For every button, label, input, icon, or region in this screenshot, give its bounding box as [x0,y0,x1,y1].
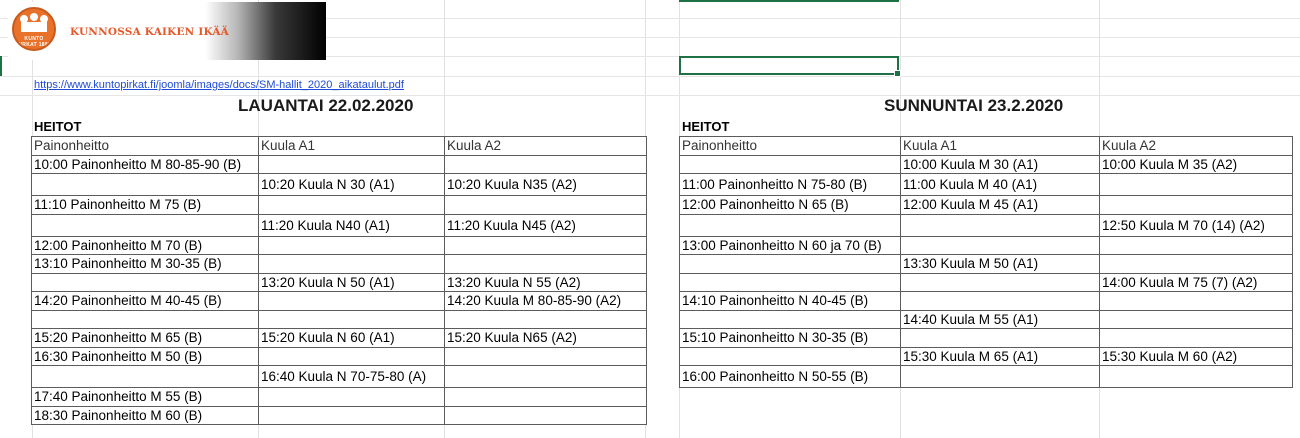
table-cell[interactable]: 11:20 Kuula N45 (A2) [445,214,647,236]
table-cell[interactable] [901,366,1100,388]
row-highlight [0,56,2,76]
table-cell[interactable] [680,214,901,236]
club-logo [12,7,56,51]
table-cell[interactable] [445,310,647,329]
table-cell[interactable]: 14:20 Kuula M 80-85-90 (A2) [445,292,647,311]
table-cell[interactable]: 11:00 Kuula M 40 (A1) [901,174,1100,196]
table-row [32,174,647,196]
table-cell[interactable] [259,347,445,366]
table-cell[interactable] [445,347,647,366]
table-cell[interactable] [445,236,647,255]
table-cell[interactable] [259,255,445,274]
table-header-row [32,137,647,156]
table-cell[interactable] [445,255,647,274]
table-cell[interactable]: 10:20 Kuula N35 (A2) [445,174,647,196]
table-header-row [680,137,1293,156]
table-cell[interactable] [259,196,445,215]
table-cell[interactable]: 14:40 Kuula M 55 (A1) [901,310,1100,329]
table-cell[interactable]: 15:20 Kuula N65 (A2) [445,329,647,348]
table-cell[interactable] [445,388,647,407]
table-row [680,292,1293,311]
crown-icon [18,13,50,35]
fill-handle[interactable] [894,70,901,77]
table-cell[interactable] [259,388,445,407]
table-cell[interactable] [1100,236,1293,255]
header-cell[interactable]: Kuula A1 [901,137,1100,156]
header-cell[interactable]: Painonheitto [680,137,901,156]
table-cell[interactable]: 14:20 Painonheitto M 40-45 (B) [32,292,259,311]
table-row [680,273,1293,292]
table-cell[interactable] [901,292,1100,311]
table-cell[interactable]: 10:20 Kuula N 30 (A1) [259,174,445,196]
table-cell[interactable]: 13:20 Kuula N 55 (A2) [445,273,647,292]
table-cell[interactable]: 12:00 Painonheitto N 65 (B) [680,196,901,215]
table-row [680,236,1293,255]
table-cell[interactable] [32,366,259,388]
saturday-section-label: HEITOT [34,119,82,134]
table-cell[interactable]: 12:00 Painonheitto M 70 (B) [32,236,259,255]
table-cell[interactable]: 10:00 Painonheitto M 80-85-90 (B) [32,155,259,174]
table-cell[interactable]: 11:00 Painonheitto N 75-80 (B) [680,174,901,196]
table-cell[interactable] [1100,174,1293,196]
table-cell[interactable] [445,406,647,425]
table-cell[interactable]: 13:00 Painonheitto N 60 ja 70 (B) [680,236,901,255]
table-row [32,196,647,215]
table-cell[interactable] [32,273,259,292]
table-row [32,406,647,425]
table-cell[interactable] [680,310,901,329]
table-cell[interactable] [1100,196,1293,215]
table-cell[interactable]: 10:00 Kuula M 30 (A1) [901,155,1100,174]
table-cell[interactable]: 13:30 Kuula M 50 (A1) [901,255,1100,274]
table-cell[interactable]: 15:10 Painonheitto N 30-35 (B) [680,329,901,348]
table-row [680,310,1293,329]
table-row [680,347,1293,366]
header-cell[interactable]: Kuula A2 [445,137,647,156]
table-row [32,329,647,348]
logo-banner [8,2,326,60]
column-highlight [679,0,899,2]
sunday-schedule-table [679,136,1293,388]
table-cell[interactable]: 13:20 Kuula N 50 (A1) [259,273,445,292]
sunday-title: SUNNUNTAI 23.2.2020 [884,96,1064,115]
table-cell[interactable]: 13:10 Painonheitto M 30-35 (B) [32,255,259,274]
header-cell[interactable]: Kuula A1 [259,137,445,156]
table-row [32,292,647,311]
header-cell[interactable]: Kuula A2 [1100,137,1293,156]
table-cell[interactable] [680,347,901,366]
schedule-pdf-link[interactable]: https://www.kuntopirkat.fi/joomla/images/docs/SM-hallit_2020_aikataulut.pdf [34,79,404,91]
table-cell[interactable] [901,273,1100,292]
table-cell[interactable] [445,196,647,215]
table-cell[interactable]: 12:00 Kuula M 45 (A1) [901,196,1100,215]
table-cell[interactable] [901,214,1100,236]
table-cell[interactable]: 12:50 Kuula M 70 (14) (A2) [1100,214,1293,236]
table-cell[interactable] [32,310,259,329]
table-cell[interactable] [1100,310,1293,329]
table-cell[interactable] [32,214,259,236]
sunday-section-label: HEITOT [682,119,730,134]
table-cell[interactable] [1100,292,1293,311]
selected-cell[interactable] [679,56,899,75]
table-row [680,255,1293,274]
table-row [32,236,647,255]
saturday-schedule-table [31,136,647,425]
table-cell[interactable] [1100,255,1293,274]
table-cell[interactable] [32,174,259,196]
logo-slogan: KUNNOSSA KAIKEN IKÄÄ [70,26,230,38]
table-row [680,366,1293,388]
table-cell[interactable]: 18:30 Painonheitto M 60 (B) [32,406,259,425]
table-cell[interactable]: 15:20 Kuula N 60 (A1) [259,329,445,348]
table-cell[interactable] [259,292,445,311]
table-row [32,273,647,292]
table-row [32,310,647,329]
table-cell[interactable]: 16:30 Painonheitto M 50 (B) [32,347,259,366]
table-row [32,366,647,388]
table-cell[interactable]: 16:40 Kuula N 70-75-80 (A) [259,366,445,388]
table-cell[interactable]: 11:10 Painonheitto M 75 (B) [32,196,259,215]
table-cell[interactable] [901,329,1100,348]
table-row [680,174,1293,196]
logo-brand-text: KUNTO PIRKAT 1888 [16,36,52,48]
table-row [32,388,647,407]
table-row [32,155,647,174]
saturday-title: LAUANTAI 22.02.2020 [238,96,414,115]
table-cell[interactable]: 14:10 Painonheitto N 40-45 (B) [680,292,901,311]
table-cell[interactable]: 10:00 Kuula M 35 (A2) [1100,155,1293,174]
table-cell[interactable] [680,273,901,292]
table-cell[interactable]: 17:40 Painonheitto M 55 (B) [32,388,259,407]
table-cell[interactable] [445,155,647,174]
table-cell[interactable] [445,366,647,388]
table-cell[interactable] [680,255,901,274]
table-cell[interactable] [1100,329,1293,348]
table-cell[interactable]: 16:00 Painonheitto N 50-55 (B) [680,366,901,388]
table-row [32,347,647,366]
table-cell[interactable] [680,155,901,174]
header-cell[interactable]: Painonheitto [32,137,259,156]
table-row [680,155,1293,174]
table-row [680,214,1293,236]
table-cell[interactable]: 11:20 Kuula N40 (A1) [259,214,445,236]
table-row [32,255,647,274]
table-cell[interactable]: 15:30 Kuula M 65 (A1) [901,347,1100,366]
table-cell[interactable] [259,310,445,329]
table-cell[interactable] [1100,366,1293,388]
table-cell[interactable] [259,155,445,174]
table-cell[interactable]: 15:30 Kuula M 60 (A2) [1100,347,1293,366]
table-cell[interactable] [259,236,445,255]
table-cell[interactable]: 14:00 Kuula M 75 (7) (A2) [1100,273,1293,292]
table-cell[interactable] [901,236,1100,255]
table-cell[interactable]: 15:20 Painonheitto M 65 (B) [32,329,259,348]
table-row [680,329,1293,348]
table-row [680,196,1293,215]
table-row [32,214,647,236]
table-cell[interactable] [259,406,445,425]
